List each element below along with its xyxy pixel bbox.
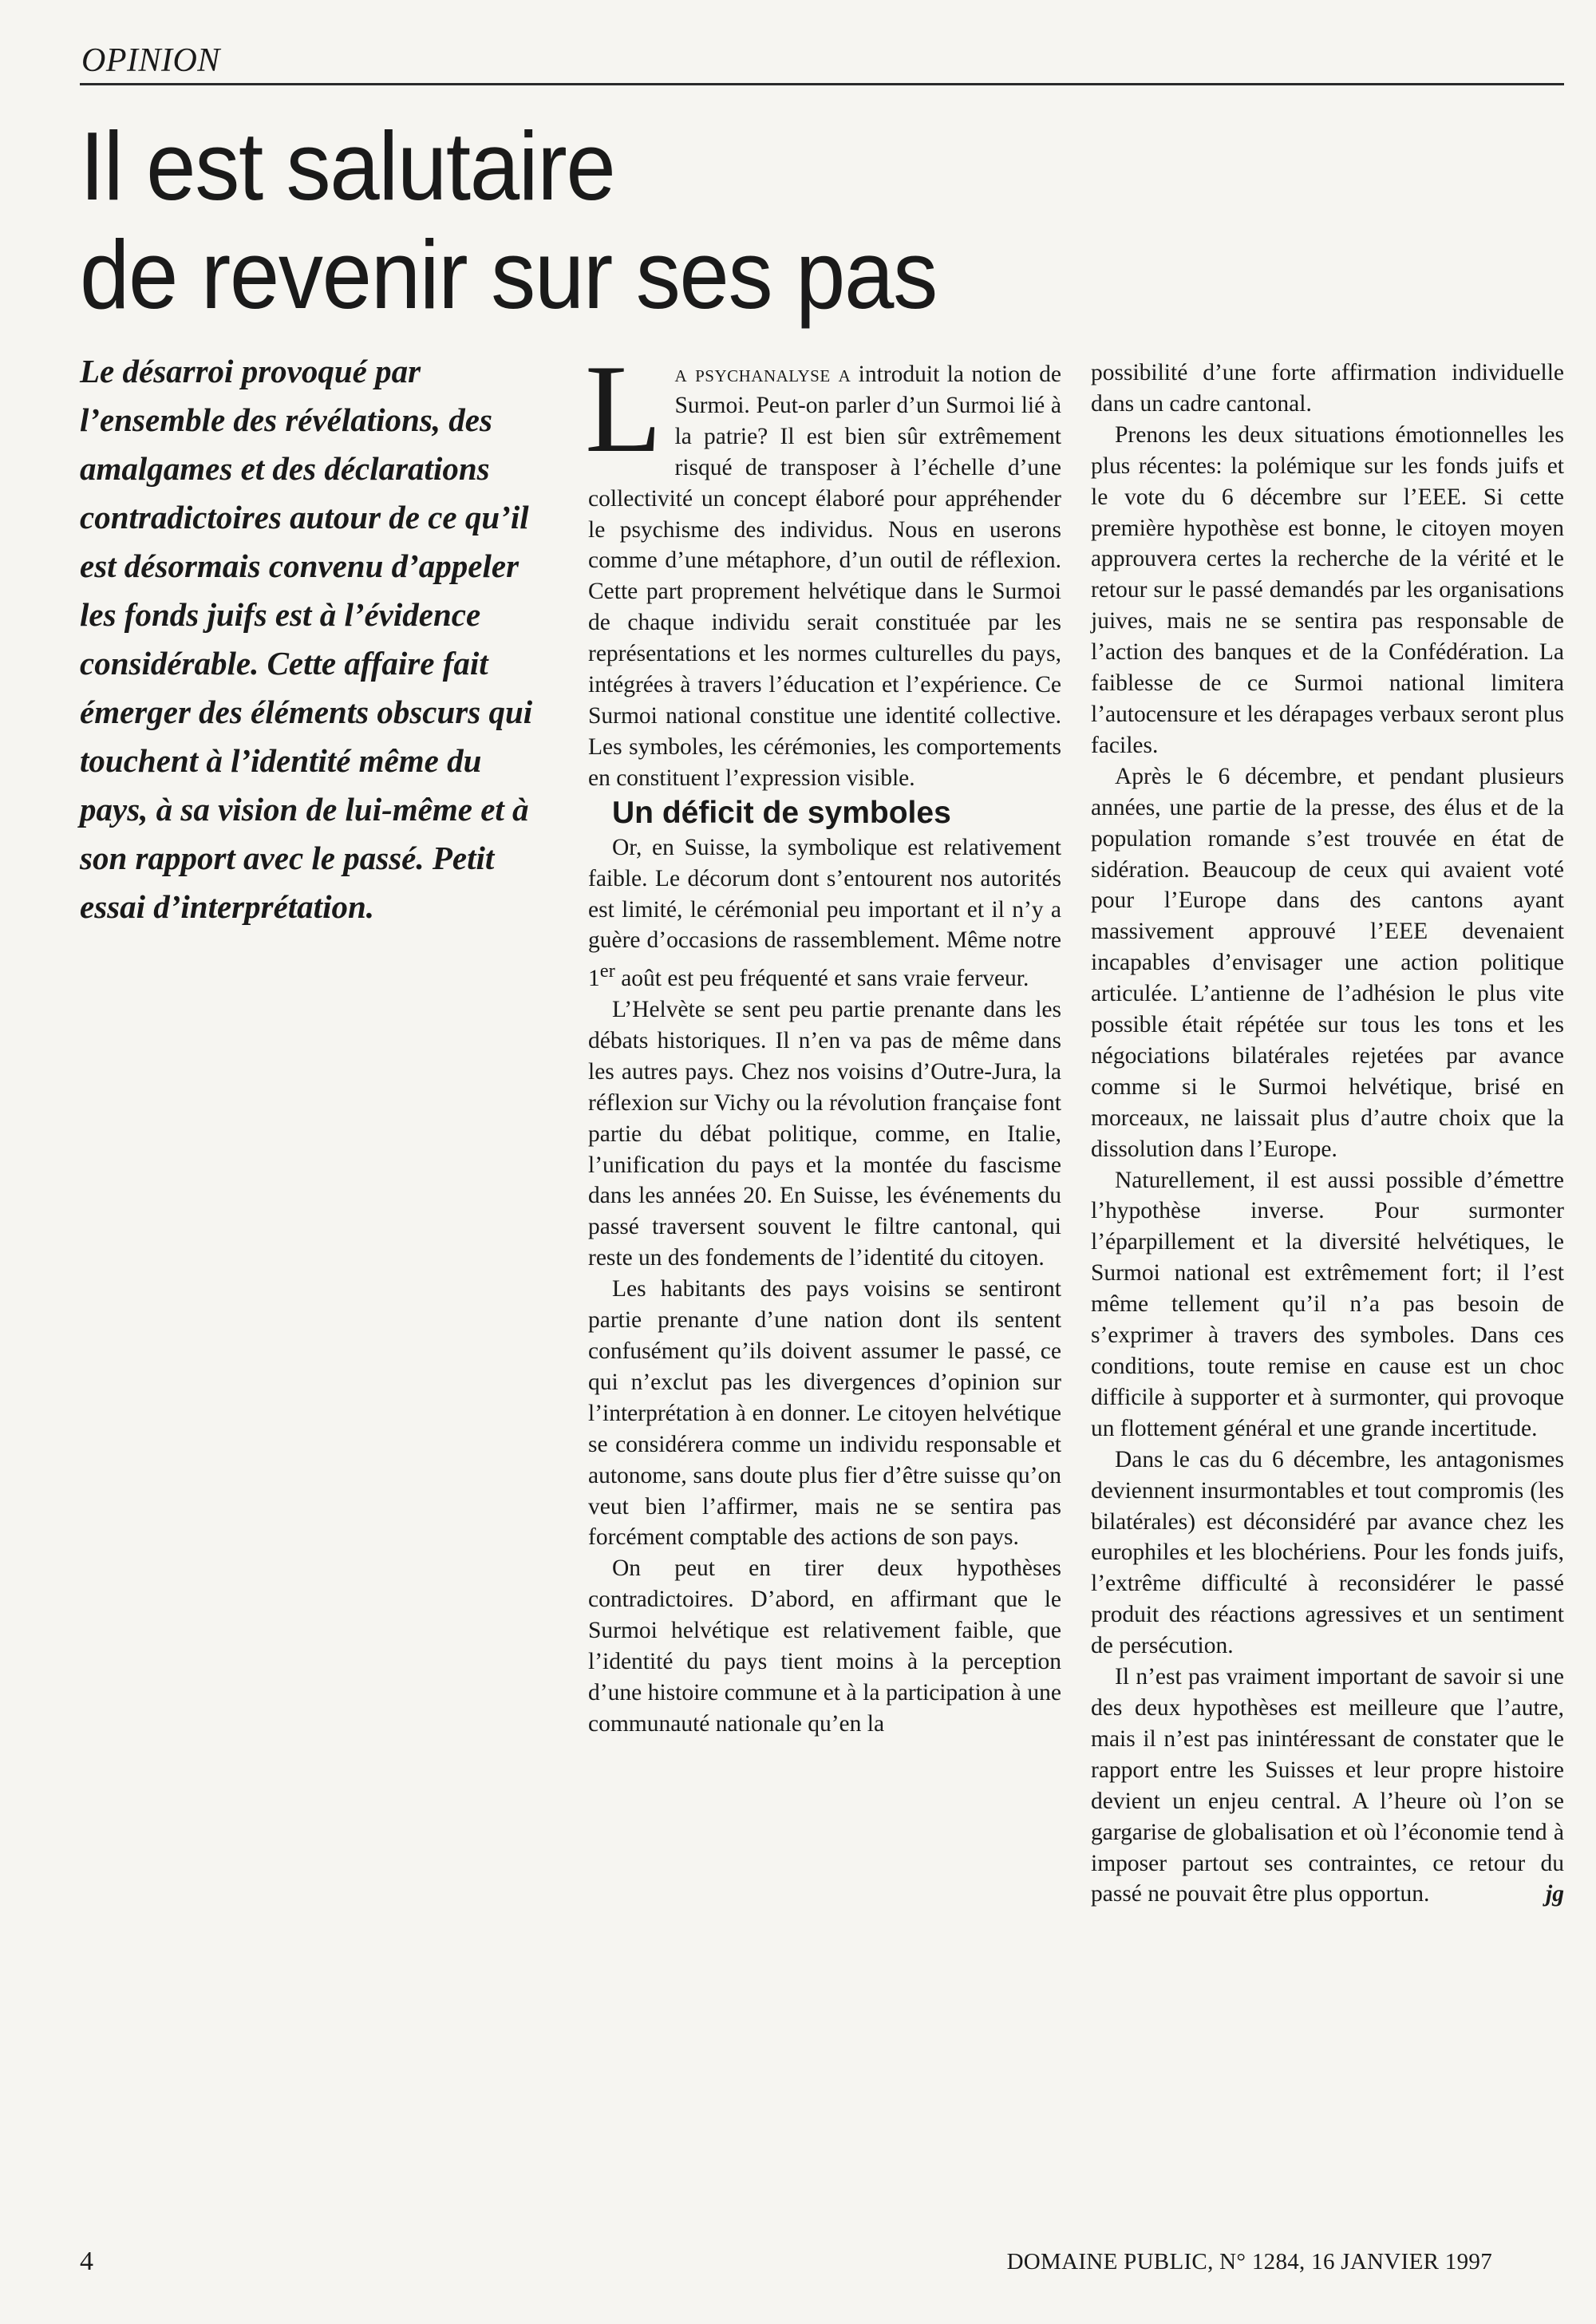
section-label: OPINION [81,42,220,79]
article-paragraph-2 [588,832,1061,994]
article-paragraph-7: Prenons les deux situations émotionnelles les plus récentes: la polémique sur les fonds juifs et le vote du 6 décembre sur l’EEE. Si cette première hypothèse est bonne, le citoyen moyen approuvera certes la recherche de la vérité et le retour sur le passé demandés par les organisations juives, mais ne se sentira pas responsable de l’action des banques et de la Confédération. La faiblesse de ce Surmoi national limitera l’autocensure et les dérapages verbaux seront plus faciles. [1091,421,1564,758]
page-number: 4 [80,2247,93,2276]
paragraph-11-text: Il n’est pas vraiment important de savoir si une des deux hypothèses est meilleure que l’autre, mais il n’est pas inintéressant de constater que le rapport entre les Suisses et leur propre histoire devient un enjeu central. A l’heure où l’on se gargarise de globalisation et où l’économie tend à imposer partout ses contraintes, ce retour du passé ne pouvait être plus opportun. [1091,1664,1564,1907]
paragraph-2-text-a: Or, en Suisse, la symbolique est relativement faible. Le décorum dont s’entourent nos autorités est limité, le cérémonial peu important et il n’y a guère d’occasions de rassemblement. Même notre 1 [588,834,1061,992]
headline-line-2: de revenir sur ses pas [80,220,937,329]
paragraph-2-text-b: août est peu fréquenté et sans vraie ferveur. [614,966,1029,992]
article-paragraph-5: On peut en tirer deux hypothèses contradictoires. D’abord, en affirmant que le Surmoi helvétique est relativement faible, que l’identité du pays tient moins à la perception d’une histoire commune et à la participation à une communauté nationale qu’en la [588,1555,1061,1737]
article-column-1 [585,339,1062,1740]
article-paragraph-8: Après le 6 décembre, et pendant plusieurs années, une partie de la presse, des élus et de la population romande s’est trouvée en état de sidération. Beaucoup de ceux qui avaient voté pour l’Europe dans des cantons ayant massivement approuvé l’EEE devenaient incapables d’envisager une action politique articulée. L’antienne de l’adhésion le plus vite possible était répétée sur tous les tons et les négociations bilatérales rejetées par avance comme si le Surmoi helvétique, brisé en morceaux, ne laissait plus d’autre choix que la dissolution dans l’Europe. [1091,763,1564,1162]
lead-paragraph: Le désarroi provoqué par l’ensemble des révélations, des amalgames et des déclarations contradictoires autour de ce qu’il est désormais convenu d’appeler les fonds juifs est à l’évidence considérable. Cette affaire fait émerger des éléments obscurs qui touchent à l’identité même du pays, à sa vision de lui-même et à son rapport avec le passé. Petit essai d’interprétation. [80,353,533,925]
article-paragraph-6: possibilité d’une forte affirmation individuelle dans un cadre cantonal. [1091,360,1564,417]
paragraph-1-text: introduit la notion de Surmoi. Peut-on parler d’un Surmoi lié à la patrie? Il est bien sûr extrêmement risqué de transposer à l’échelle d’une collectivité un concept élaboré pour appréhender le psychisme des individus. Nous en userons comme d’une métaphore, d’un outil de réflexion. Cette part proprement helvétique dans le Surmoi de chaque individu serait constituée par les représentations et les normes culturelles du pays, intégrées à travers l’éducation et l’expérience. Ce Surmoi national constitue une identité collective. Les symboles, les cérémonies, les comportements en constituent l’expression visible. [588,362,1062,791]
opening-smallcaps: a psychanalyse a [674,362,851,387]
article-paragraph-11 [1091,1662,1564,1910]
author-signature: jg [1546,1881,1564,1907]
drop-cap: L [585,339,662,479]
article-paragraph-10: Dans le cas du 6 décembre, les antagonismes deviennent insurmontables et tout compromis (les bilatérales) est déconsidéré par avance chez les europhiles et les blochériens. Pour les fonds juifs, l’extrême difficulté à reconsidérer le passé produit des réactions agressives et un sentiment de persécution. [1091,1446,1564,1659]
article-column-2 [1091,358,1564,1910]
article-paragraph-3: L’Helvète se sent peu partie prenante dans les débats historiques. Il n’en va pas de même dans les autres pays. Chez nos voisins d’Outre-Jura, la réflexion sur Vichy ou la révolution française font partie du débat politique, comme, en Italie, l’unification du pays et la montée du fascisme dans les années 20. En Suisse, les événements du passé traversent souvent le filtre cantonal, qui reste un des fondements de l’identité du citoyen. [588,997,1061,1271]
publication-info: DOMAINE PUBLIC, N° 1284, 16 JANVIER 1997 [1006,2249,1492,2275]
section-header [80,38,1564,85]
article-paragraph-9: Naturellement, il est aussi possible d’émettre l’hypothèse inverse. Pour surmonter l’éparpillement et la diversité helvétiques, le Surmoi national est extrêmement fort; il l’est même tellement qu’il n’a pas besoin de s’exprimer à travers des symboles. Dans ces conditions, toute remise en cause est un choc difficile à supporter et à surmonter, qui provoque un flottement général et une grande incertitude. [1091,1167,1564,1441]
ordinal-superscript: er [599,960,615,982]
article-paragraph-4: Les habitants des pays voisins se sentiront partie prenante d’une nation dont ils sentent confusément qu’ils doivent assumer le passé, ce qui n’exclut pas les divergences d’opinion sur l’interprétation à en donner. Le citoyen helvétique se considérera comme un individu responsable et autonome, sans doute plus fier d’être suisse qu’on veut bien l’affirmer, mais ne se sentira pas forcément comptable des actions de son pays. [588,1276,1061,1551]
headline-line-1: Il est salutaire [80,112,615,220]
headline [80,112,1108,329]
subheading: Un déficit de symboles [612,795,951,830]
article-paragraph-1 [585,339,1062,794]
